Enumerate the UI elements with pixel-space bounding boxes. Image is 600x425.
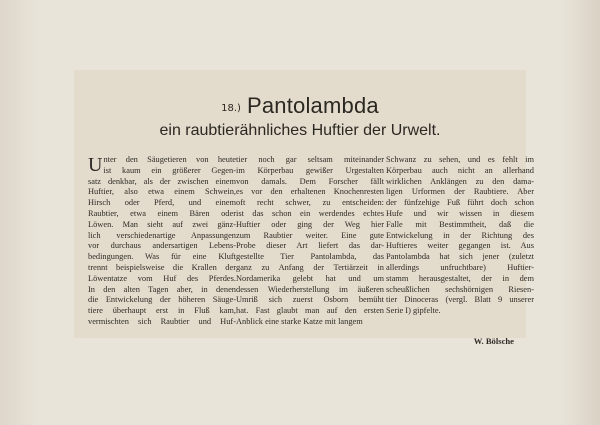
text-line: wirklichen Anklängen zu den dama- [386, 176, 534, 186]
text-column-3 [386, 155, 534, 317]
text-line: Schwanz zu sehen, und es fehlt im [386, 155, 534, 164]
text-line: der fünfzehige Fuß führt doch schon [386, 198, 534, 208]
text-column-2 [236, 155, 384, 328]
text-line: vor durchaus andersartigen Lebens- [88, 241, 236, 251]
text-line: lich verschiedenartige Anpassungen [88, 230, 236, 240]
text-line: satz denkbar, als der zwischen einem [88, 176, 236, 186]
text-line: zum Raubtier weiter. Eine gute [236, 230, 384, 240]
text-line: Probe dieser Art liefert das dar- [236, 241, 384, 251]
text-line: Löwentatze vom Huf des Pferdes. [88, 273, 236, 283]
text-line: Nordamerika gelebt hat und um [236, 273, 384, 283]
text-line: ligen Urformen der Raubtiere. Aber [386, 187, 534, 197]
text-line: In den alten Tagen aber, in denen [88, 284, 236, 294]
text-line: allerdings unfruchtbare) Huftier- [386, 262, 534, 272]
text-line: dessen Wiederherstellung im äußeren [236, 284, 384, 294]
text-line: Hirsch oder Pferd, und einem [88, 198, 236, 208]
text-line: nter den Säugetieren von heute [103, 155, 236, 164]
text-line: Hufe und wir wissen in diesem [386, 208, 534, 218]
text-line: von damals. Dem Forscher fällt [236, 176, 384, 186]
text-line: hat. Fast glaubt man auf den ersten [236, 306, 384, 316]
article-subtitle: ein raubtierähnliches Huftier der Urwelt. [159, 122, 441, 139]
text-line: tiere überhaupt erst in Fluß kam, [88, 306, 236, 316]
article-title: Pantolambda [246, 93, 379, 118]
text-line: Körperbau auch nicht an allerhand [386, 165, 534, 175]
text-line: gestellte Tier Pantolambda, das [236, 252, 384, 262]
text-line: bedingungen. Was für eine Kluft [88, 252, 236, 262]
text-line: ist das schon ein werdendes echtes [236, 208, 384, 218]
text-line: Falle mit Bestimmtheit, daß die [386, 219, 534, 229]
text-line: scheußlichen sechshörnigen Riesen- [386, 284, 534, 294]
text-line: vermischten sich Raubtier und Huf- [88, 316, 236, 326]
text-line: Raubtier, etwa einem Bären oder [88, 208, 236, 218]
text-line: ist kaum ein größerer Gegen- [103, 165, 236, 175]
text-line: tier noch gar seltsam miteinander [236, 155, 384, 164]
text-line: stamm herausgestaltet, der in dem [386, 273, 534, 283]
text-line: Entwickelung in der Richtung des [386, 230, 534, 240]
text-line: Huftieres weiter gegangen ist. Aus [386, 241, 534, 251]
article-number: 18.) [221, 103, 241, 114]
text-line: Anblick eine starke Katze mit langem [236, 316, 363, 326]
text-line: Umriß sich zuerst Osborn bemüht [236, 295, 384, 305]
text-line: tier Dinoceras (vergl. Blatt 9 unserer [386, 295, 534, 305]
text-line: oft recht schwer, zu entscheiden: [236, 198, 384, 208]
text-line: Huftier, also etwa einem Schwein, [88, 187, 236, 197]
text-line: Serie I) gipfelte. [386, 306, 441, 316]
text-line: Huftier oder ging der Weg hier [236, 219, 384, 229]
drop-cap: U [88, 154, 103, 176]
text-line: Pantolambda hat sich jener (zuletzt [386, 252, 534, 262]
text-line: die Entwickelung der höheren Säuge- [88, 295, 236, 305]
text-line: es vor den erhaltenen Knochenresten [236, 187, 384, 197]
text-line: trennt beispielsweise die Krallen der [88, 262, 236, 272]
text-line: ganz zu Anfang der Tertiärzeit in [236, 262, 384, 272]
text-line: im Körperbau gewißer Urgestalten [236, 165, 384, 175]
text-line: Löwen. Man sieht auf zwei gänz- [88, 219, 236, 229]
text-column-1 [88, 155, 236, 328]
author-signature: W. Bölsche [473, 336, 514, 346]
article-heading [74, 93, 526, 119]
